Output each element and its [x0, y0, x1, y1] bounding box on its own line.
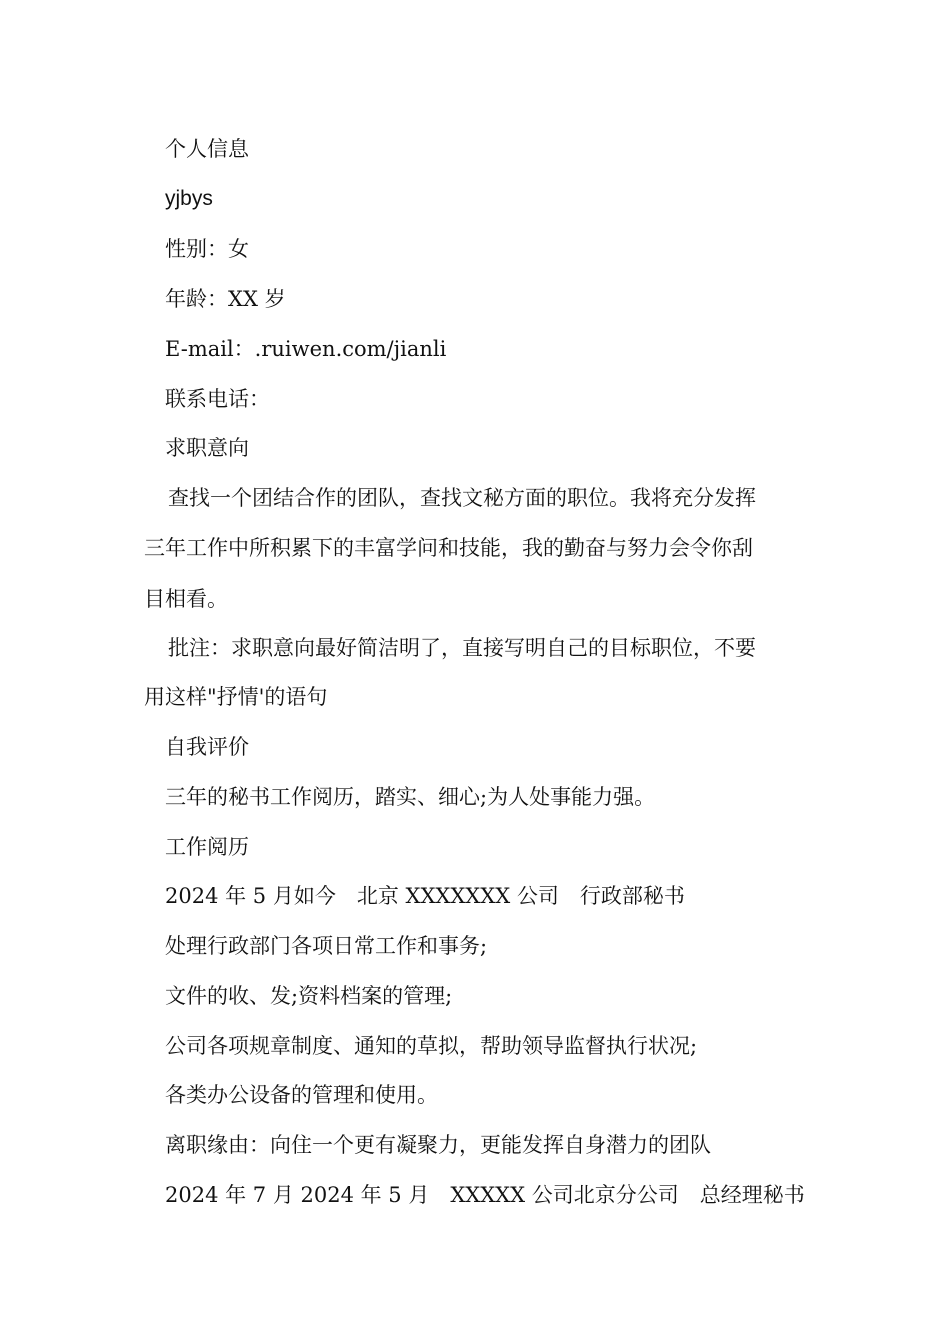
phone-line: 联系电话： [165, 387, 270, 411]
job-entry-1-leaving-reason: 离职缘由：向住一个更有凝聚力，更能发挥自身潜力的团队 [165, 1133, 711, 1157]
name-line: yjbys [165, 187, 213, 210]
job-entry-1-duty-1: 处理行政部门各项日常工作和事务; [165, 934, 488, 958]
job-entry-1-header: 2024 年 5 月如今 北京 XXXXXXX 公司 行政部秘书 [165, 884, 685, 908]
age-line: 年龄：XX 岁 [165, 287, 286, 311]
email-line: E-mail：.ruiwen.com/jianli [165, 337, 447, 361]
objective-paragraph-line-2: 三年工作中所积累下的丰富学问和技能，我的勤奋与努力会令你刮 [144, 536, 753, 560]
gender-line: 性别：女 [165, 237, 249, 261]
objective-paragraph-line-1: 查找一个团结合作的团队，查找文秘方面的职位。我将充分发挥 [168, 486, 756, 510]
annotation-line-1: 批注：求职意向最好简洁明了，直接写明自己的目标职位，不要 [168, 636, 756, 660]
job-entry-1-duty-2: 文件的收、发;资料档案的管理; [165, 984, 453, 1008]
job-entry-1-duty-3: 公司各项规章制度、通知的草拟，帮助领导监督执行状况; [165, 1034, 698, 1058]
objective-paragraph-line-3: 目相看。 [144, 587, 228, 611]
section-heading-job-objective: 求职意向 [165, 436, 249, 460]
section-heading-work-experience: 工作阅历 [165, 835, 249, 859]
annotation-line-2: 用这样"抒情'的语句 [144, 685, 328, 709]
job-entry-1-duty-4: 各类办公设备的管理和使用。 [165, 1083, 438, 1107]
section-heading-self-evaluation: 自我评价 [165, 735, 249, 759]
self-evaluation-text: 三年的秘书工作阅历，踏实、细心;为人处事能力强。 [165, 785, 656, 809]
section-heading-personal-info: 个人信息 [165, 137, 249, 161]
job-entry-2-header: 2024 年 7 月 2024 年 5 月 XXXXX 公司北京分公司 总经理秘书 [165, 1183, 805, 1207]
